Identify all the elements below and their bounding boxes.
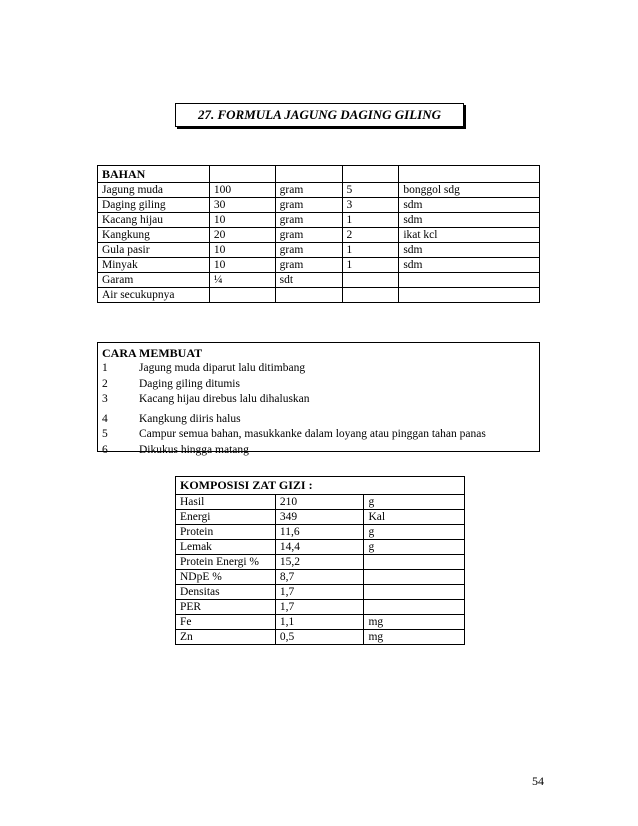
nutrition-cell: 349	[275, 510, 364, 525]
ingredient-row	[98, 288, 540, 303]
step-number: 1	[102, 362, 108, 374]
ingredient-cell: ikat kcl	[399, 228, 540, 243]
nutrition-cell: Hasil	[176, 495, 276, 510]
page-number: 54	[532, 774, 544, 788]
nutrition-cell: g	[364, 525, 465, 540]
ingredient-cell: sdm	[399, 258, 540, 273]
ingredient-cell: 10	[209, 213, 275, 228]
ingredient-cell: 30	[209, 198, 275, 213]
ingredient-cell: Gula pasir	[98, 243, 210, 258]
ingredient-cell: 10	[209, 258, 275, 273]
ingredient-row	[98, 258, 540, 273]
blank-cell	[399, 166, 540, 183]
method-header: CARA MEMBUAT	[102, 346, 203, 360]
recipe-title-text: 27. FORMULA JAGUNG DAGING GILING	[197, 107, 442, 122]
step-number: 3	[102, 393, 108, 405]
ingredient-cell: Jagung muda	[98, 183, 210, 198]
ingredient-cell: Daging giling	[98, 198, 210, 213]
method-step	[102, 443, 539, 459]
ingredient-cell: ¼	[209, 273, 275, 288]
ingredients-table	[97, 165, 540, 303]
step-number: 2	[102, 377, 108, 390]
ingredient-row	[98, 183, 540, 198]
nutrition-cell: Zn	[176, 630, 276, 645]
ingredient-cell: 20	[209, 228, 275, 243]
ingredient-cell: Minyak	[98, 258, 210, 273]
step-number: 5	[102, 428, 108, 440]
nutrition-cell: 1,7	[275, 585, 364, 600]
nutrition-cell: 14,4	[275, 540, 364, 555]
ingredient-cell	[209, 288, 275, 303]
method-step	[102, 427, 539, 443]
method-step	[102, 412, 539, 428]
ingredient-row	[98, 213, 540, 228]
nutrition-row	[176, 495, 465, 510]
nutrition-row	[176, 570, 465, 585]
ingredient-row	[98, 273, 540, 288]
method-box	[97, 342, 540, 456]
nutrition-cell: 11,6	[275, 525, 364, 540]
nutrition-cell: Kal	[364, 510, 465, 525]
ingredient-cell: Kacang hijau	[98, 213, 210, 228]
nutrition-row	[176, 540, 465, 555]
ingredient-cell: gram	[275, 198, 342, 213]
ingredient-cell: gram	[275, 228, 342, 243]
nutrition-row	[176, 600, 465, 615]
method-step	[102, 392, 539, 408]
nutrition-cell: Protein Energi %	[176, 555, 276, 570]
ingredient-cell: sdm	[399, 198, 540, 213]
ingredient-cell: 5	[342, 183, 399, 198]
nutrition-table-body	[176, 477, 465, 645]
nutrition-row	[176, 630, 465, 645]
ingredient-cell: Kangkung	[98, 228, 210, 243]
nutrition-cell	[364, 600, 465, 615]
method-step	[102, 361, 539, 377]
nutrition-cell: Fe	[176, 615, 276, 630]
nutrition-header: KOMPOSISI ZAT GIZI :	[176, 477, 465, 495]
ingredient-cell: gram	[275, 183, 342, 198]
nutrition-cell: 1,7	[275, 600, 364, 615]
nutrition-row	[176, 555, 465, 570]
nutrition-table	[175, 476, 465, 645]
ingredient-cell: sdm	[399, 243, 540, 258]
blank-cell	[342, 166, 399, 183]
nutrition-cell	[364, 570, 465, 585]
step-text: Kacang hijau direbus lalu dihaluskan	[139, 393, 310, 405]
step-text: Dikukus hingga matang	[139, 443, 249, 456]
ingredient-cell: gram	[275, 258, 342, 273]
nutrition-cell: Lemak	[176, 540, 276, 555]
ingredient-cell: gram	[275, 213, 342, 228]
method-step	[102, 377, 539, 393]
ingredients-header-row	[98, 166, 540, 183]
ingredients-header: BAHAN	[98, 166, 210, 183]
ingredient-cell	[399, 288, 540, 303]
nutrition-cell: NDpE %	[176, 570, 276, 585]
nutrition-cell: g	[364, 540, 465, 555]
nutrition-cell: mg	[364, 630, 465, 645]
nutrition-cell: 15,2	[275, 555, 364, 570]
nutrition-row	[176, 525, 465, 540]
nutrition-cell: 1,1	[275, 615, 364, 630]
nutrition-header-row	[176, 477, 465, 495]
nutrition-cell: mg	[364, 615, 465, 630]
nutrition-cell: Protein	[176, 525, 276, 540]
nutrition-cell: Densitas	[176, 585, 276, 600]
nutrition-cell: Energi	[176, 510, 276, 525]
ingredient-row	[98, 243, 540, 258]
ingredient-cell: 10	[209, 243, 275, 258]
step-number: 4	[102, 412, 108, 425]
ingredient-cell	[342, 273, 399, 288]
blank-cell	[275, 166, 342, 183]
nutrition-row	[176, 585, 465, 600]
ingredient-cell: 2	[342, 228, 399, 243]
blank-cell	[209, 166, 275, 183]
ingredient-cell	[275, 288, 342, 303]
ingredient-cell: 1	[342, 258, 399, 273]
nutrition-row	[176, 510, 465, 525]
step-text: Kangkung diiris halus	[139, 412, 241, 425]
nutrition-cell	[364, 555, 465, 570]
ingredient-cell: gram	[275, 243, 342, 258]
step-text: Jagung muda diparut lalu ditimbang	[139, 362, 306, 374]
method-steps	[98, 361, 539, 458]
ingredient-cell: Garam	[98, 273, 210, 288]
step-number: 6	[102, 443, 108, 456]
nutrition-cell: 210	[275, 495, 364, 510]
ingredient-cell: Air secukupnya	[98, 288, 210, 303]
ingredient-cell: 100	[209, 183, 275, 198]
ingredient-cell: sdt	[275, 273, 342, 288]
ingredient-cell: sdm	[399, 213, 540, 228]
ingredient-cell: 1	[342, 243, 399, 258]
step-text: Campur semua bahan, masukkanke dalam loyang atau pinggan tahan panas	[139, 428, 486, 440]
recipe-title	[175, 103, 464, 127]
nutrition-cell	[364, 585, 465, 600]
nutrition-cell: g	[364, 495, 465, 510]
ingredient-cell	[342, 288, 399, 303]
step-text: Daging giling ditumis	[139, 377, 240, 390]
nutrition-cell: 8,7	[275, 570, 364, 585]
ingredient-cell: 1	[342, 213, 399, 228]
ingredient-cell: 3	[342, 198, 399, 213]
nutrition-row	[176, 615, 465, 630]
ingredient-cell	[399, 273, 540, 288]
ingredient-cell: bonggol sdg	[399, 183, 540, 198]
ingredients-table-body	[98, 166, 540, 303]
ingredient-row	[98, 228, 540, 243]
nutrition-cell: PER	[176, 600, 276, 615]
nutrition-cell: 0,5	[275, 630, 364, 645]
ingredient-row	[98, 198, 540, 213]
